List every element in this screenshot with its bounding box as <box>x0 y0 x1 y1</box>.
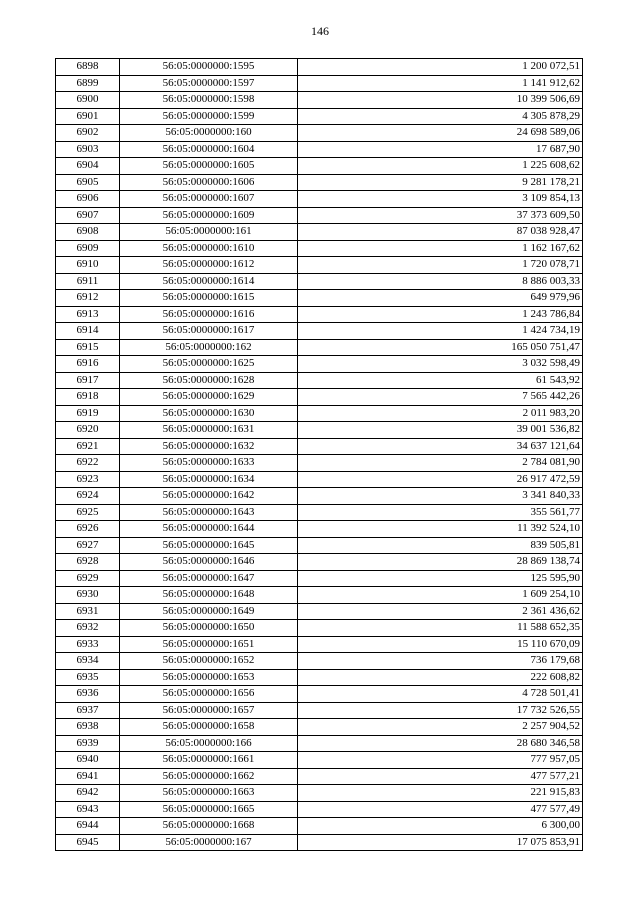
table-row <box>56 257 583 274</box>
table-row <box>56 521 583 538</box>
cadastral-number: 56:05:0000000:1614 <box>120 273 298 290</box>
row-number: 6930 <box>56 587 120 604</box>
row-number: 6934 <box>56 653 120 670</box>
cadastral-value: 2 011 983,20 <box>298 405 583 422</box>
row-number: 6898 <box>56 59 120 76</box>
row-number: 6914 <box>56 323 120 340</box>
table-row <box>56 306 583 323</box>
table-row <box>56 59 583 76</box>
row-number: 6936 <box>56 686 120 703</box>
row-number: 6944 <box>56 818 120 835</box>
cadastral-number: 56:05:0000000:1612 <box>120 257 298 274</box>
cadastral-number: 56:05:0000000:1647 <box>120 570 298 587</box>
table-row <box>56 603 583 620</box>
table-row <box>56 207 583 224</box>
cadastral-number: 56:05:0000000:1617 <box>120 323 298 340</box>
table-row <box>56 339 583 356</box>
cadastral-value: 1 200 072,51 <box>298 59 583 76</box>
cadastral-number: 56:05:0000000:1625 <box>120 356 298 373</box>
table-row <box>56 455 583 472</box>
table-row <box>56 537 583 554</box>
cadastral-value: 1 141 912,62 <box>298 75 583 92</box>
table-row <box>56 405 583 422</box>
cadastral-value: 37 373 609,50 <box>298 207 583 224</box>
cadastral-number: 56:05:0000000:1595 <box>120 59 298 76</box>
cadastral-number: 56:05:0000000:167 <box>120 834 298 851</box>
row-number: 6918 <box>56 389 120 406</box>
cadastral-value: 28 869 138,74 <box>298 554 583 571</box>
cadastral-value: 1 162 167,62 <box>298 240 583 257</box>
table-row <box>56 785 583 802</box>
table-row <box>56 92 583 109</box>
cadastral-value: 87 038 928,47 <box>298 224 583 241</box>
row-number: 6912 <box>56 290 120 307</box>
cadastral-number: 56:05:0000000:1610 <box>120 240 298 257</box>
cadastral-number: 56:05:0000000:1616 <box>120 306 298 323</box>
cadastral-value: 1 225 608,62 <box>298 158 583 175</box>
cadastral-value: 4 728 501,41 <box>298 686 583 703</box>
cadastral-number: 56:05:0000000:1657 <box>120 702 298 719</box>
cadastral-number: 56:05:0000000:1633 <box>120 455 298 472</box>
cadastral-value: 222 608,82 <box>298 669 583 686</box>
cadastral-number: 56:05:0000000:1628 <box>120 372 298 389</box>
cadastral-value: 15 110 670,09 <box>298 636 583 653</box>
cadastral-number: 56:05:0000000:1650 <box>120 620 298 637</box>
cadastral-value: 4 305 878,29 <box>298 108 583 125</box>
cadastral-value: 2 784 081,90 <box>298 455 583 472</box>
cadastral-value: 11 588 652,35 <box>298 620 583 637</box>
row-number: 6915 <box>56 339 120 356</box>
table-row <box>56 438 583 455</box>
cadastral-value: 26 917 472,59 <box>298 471 583 488</box>
table-row <box>56 125 583 142</box>
row-number: 6935 <box>56 669 120 686</box>
cadastral-value: 24 698 589,06 <box>298 125 583 142</box>
row-number: 6925 <box>56 504 120 521</box>
row-number: 6907 <box>56 207 120 224</box>
cadastral-value: 11 392 524,10 <box>298 521 583 538</box>
row-number: 6931 <box>56 603 120 620</box>
cadastral-number: 56:05:0000000:1597 <box>120 75 298 92</box>
row-number: 6921 <box>56 438 120 455</box>
table-row <box>56 75 583 92</box>
row-number: 6926 <box>56 521 120 538</box>
cadastral-value: 2 257 904,52 <box>298 719 583 736</box>
row-number: 6913 <box>56 306 120 323</box>
row-number: 6923 <box>56 471 120 488</box>
cadastral-number: 56:05:0000000:161 <box>120 224 298 241</box>
cadastral-value: 477 577,49 <box>298 801 583 818</box>
cadastral-value: 777 957,05 <box>298 752 583 769</box>
cadastral-number: 56:05:0000000:1668 <box>120 818 298 835</box>
cadastral-value: 477 577,21 <box>298 768 583 785</box>
cadastral-value: 355 561,77 <box>298 504 583 521</box>
table-row <box>56 273 583 290</box>
table-row <box>56 587 583 604</box>
row-number: 6928 <box>56 554 120 571</box>
table-row <box>56 224 583 241</box>
cadastral-value: 17 075 853,91 <box>298 834 583 851</box>
table-row <box>56 488 583 505</box>
row-number: 6905 <box>56 174 120 191</box>
table-row <box>56 636 583 653</box>
cadastral-number: 56:05:0000000:1653 <box>120 669 298 686</box>
row-number: 6910 <box>56 257 120 274</box>
table-row <box>56 290 583 307</box>
row-number: 6909 <box>56 240 120 257</box>
cadastral-number: 56:05:0000000:1598 <box>120 92 298 109</box>
page-number: 146 <box>311 24 329 38</box>
row-number: 6906 <box>56 191 120 208</box>
row-number: 6938 <box>56 719 120 736</box>
table-row <box>56 653 583 670</box>
row-number: 6919 <box>56 405 120 422</box>
cadastral-number: 56:05:0000000:1634 <box>120 471 298 488</box>
cadastral-value: 39 001 536,82 <box>298 422 583 439</box>
table-row <box>56 735 583 752</box>
row-number: 6945 <box>56 834 120 851</box>
row-number: 6911 <box>56 273 120 290</box>
cadastral-value: 34 637 121,64 <box>298 438 583 455</box>
cadastral-number: 56:05:0000000:1599 <box>120 108 298 125</box>
cadastral-value: 1 424 734,19 <box>298 323 583 340</box>
table-row <box>56 702 583 719</box>
cadastral-number: 56:05:0000000:1642 <box>120 488 298 505</box>
table-row <box>56 554 583 571</box>
cadastral-value-table <box>55 58 583 851</box>
row-number: 6933 <box>56 636 120 653</box>
table-row <box>56 240 583 257</box>
row-number: 6942 <box>56 785 120 802</box>
cadastral-number: 56:05:0000000:1646 <box>120 554 298 571</box>
cadastral-number: 56:05:0000000:1656 <box>120 686 298 703</box>
cadastral-value: 17 732 526,55 <box>298 702 583 719</box>
cadastral-number: 56:05:0000000:1632 <box>120 438 298 455</box>
cadastral-number: 56:05:0000000:1609 <box>120 207 298 224</box>
cadastral-value: 221 915,83 <box>298 785 583 802</box>
cadastral-value: 649 979,96 <box>298 290 583 307</box>
cadastral-number: 56:05:0000000:1643 <box>120 504 298 521</box>
cadastral-value: 2 361 436,62 <box>298 603 583 620</box>
table-row <box>56 108 583 125</box>
row-number: 6901 <box>56 108 120 125</box>
cadastral-value: 839 505,81 <box>298 537 583 554</box>
table-row <box>56 686 583 703</box>
cadastral-number: 56:05:0000000:1661 <box>120 752 298 769</box>
table-row <box>56 752 583 769</box>
cadastral-number: 56:05:0000000:166 <box>120 735 298 752</box>
row-number: 6922 <box>56 455 120 472</box>
cadastral-number: 56:05:0000000:1631 <box>120 422 298 439</box>
cadastral-number: 56:05:0000000:1606 <box>120 174 298 191</box>
cadastral-number: 56:05:0000000:1663 <box>120 785 298 802</box>
cadastral-value: 17 687,90 <box>298 141 583 158</box>
row-number: 6941 <box>56 768 120 785</box>
table-row <box>56 372 583 389</box>
cadastral-value: 165 050 751,47 <box>298 339 583 356</box>
row-number: 6943 <box>56 801 120 818</box>
table-body <box>56 59 583 851</box>
row-number: 6902 <box>56 125 120 142</box>
cadastral-value: 9 281 178,21 <box>298 174 583 191</box>
row-number: 6924 <box>56 488 120 505</box>
table-row <box>56 422 583 439</box>
cadastral-number: 56:05:0000000:1645 <box>120 537 298 554</box>
cadastral-number: 56:05:0000000:1648 <box>120 587 298 604</box>
cadastral-number: 56:05:0000000:160 <box>120 125 298 142</box>
row-number: 6917 <box>56 372 120 389</box>
row-number: 6940 <box>56 752 120 769</box>
cadastral-number: 56:05:0000000:1665 <box>120 801 298 818</box>
cadastral-value: 8 886 003,33 <box>298 273 583 290</box>
row-number: 6916 <box>56 356 120 373</box>
cadastral-number: 56:05:0000000:1629 <box>120 389 298 406</box>
cadastral-number: 56:05:0000000:1649 <box>120 603 298 620</box>
table-row <box>56 174 583 191</box>
cadastral-number: 56:05:0000000:1652 <box>120 653 298 670</box>
table-row <box>56 719 583 736</box>
table-row <box>56 818 583 835</box>
cadastral-number: 56:05:0000000:1630 <box>120 405 298 422</box>
cadastral-number: 56:05:0000000:1615 <box>120 290 298 307</box>
table-row <box>56 471 583 488</box>
row-number: 6900 <box>56 92 120 109</box>
table-row <box>56 570 583 587</box>
row-number: 6920 <box>56 422 120 439</box>
row-number: 6932 <box>56 620 120 637</box>
cadastral-number: 56:05:0000000:1644 <box>120 521 298 538</box>
cadastral-value: 61 543,92 <box>298 372 583 389</box>
cadastral-number: 56:05:0000000:1658 <box>120 719 298 736</box>
cadastral-number: 56:05:0000000:1607 <box>120 191 298 208</box>
cadastral-value: 10 399 506,69 <box>298 92 583 109</box>
table-row <box>56 801 583 818</box>
cadastral-value: 28 680 346,58 <box>298 735 583 752</box>
row-number: 6937 <box>56 702 120 719</box>
cadastral-value: 1 720 078,71 <box>298 257 583 274</box>
cadastral-value: 1 243 786,84 <box>298 306 583 323</box>
table-row <box>56 158 583 175</box>
table-row <box>56 768 583 785</box>
row-number: 6927 <box>56 537 120 554</box>
cadastral-number: 56:05:0000000:1651 <box>120 636 298 653</box>
cadastral-number: 56:05:0000000:1605 <box>120 158 298 175</box>
cadastral-value: 3 109 854,13 <box>298 191 583 208</box>
table-row <box>56 834 583 851</box>
cadastral-value: 3 032 598,49 <box>298 356 583 373</box>
row-number: 6939 <box>56 735 120 752</box>
row-number: 6899 <box>56 75 120 92</box>
table-row <box>56 191 583 208</box>
table-row <box>56 356 583 373</box>
table-row <box>56 323 583 340</box>
row-number: 6904 <box>56 158 120 175</box>
cadastral-value: 6 300,00 <box>298 818 583 835</box>
cadastral-value: 125 595,90 <box>298 570 583 587</box>
cadastral-value: 7 565 442,26 <box>298 389 583 406</box>
table-row <box>56 620 583 637</box>
cadastral-number: 56:05:0000000:1604 <box>120 141 298 158</box>
table-row <box>56 389 583 406</box>
cadastral-value: 3 341 840,33 <box>298 488 583 505</box>
row-number: 6929 <box>56 570 120 587</box>
table-row <box>56 504 583 521</box>
cadastral-value: 736 179,68 <box>298 653 583 670</box>
cadastral-value: 1 609 254,10 <box>298 587 583 604</box>
table-row <box>56 141 583 158</box>
cadastral-number: 56:05:0000000:162 <box>120 339 298 356</box>
row-number: 6903 <box>56 141 120 158</box>
row-number: 6908 <box>56 224 120 241</box>
cadastral-number: 56:05:0000000:1662 <box>120 768 298 785</box>
table-row <box>56 669 583 686</box>
